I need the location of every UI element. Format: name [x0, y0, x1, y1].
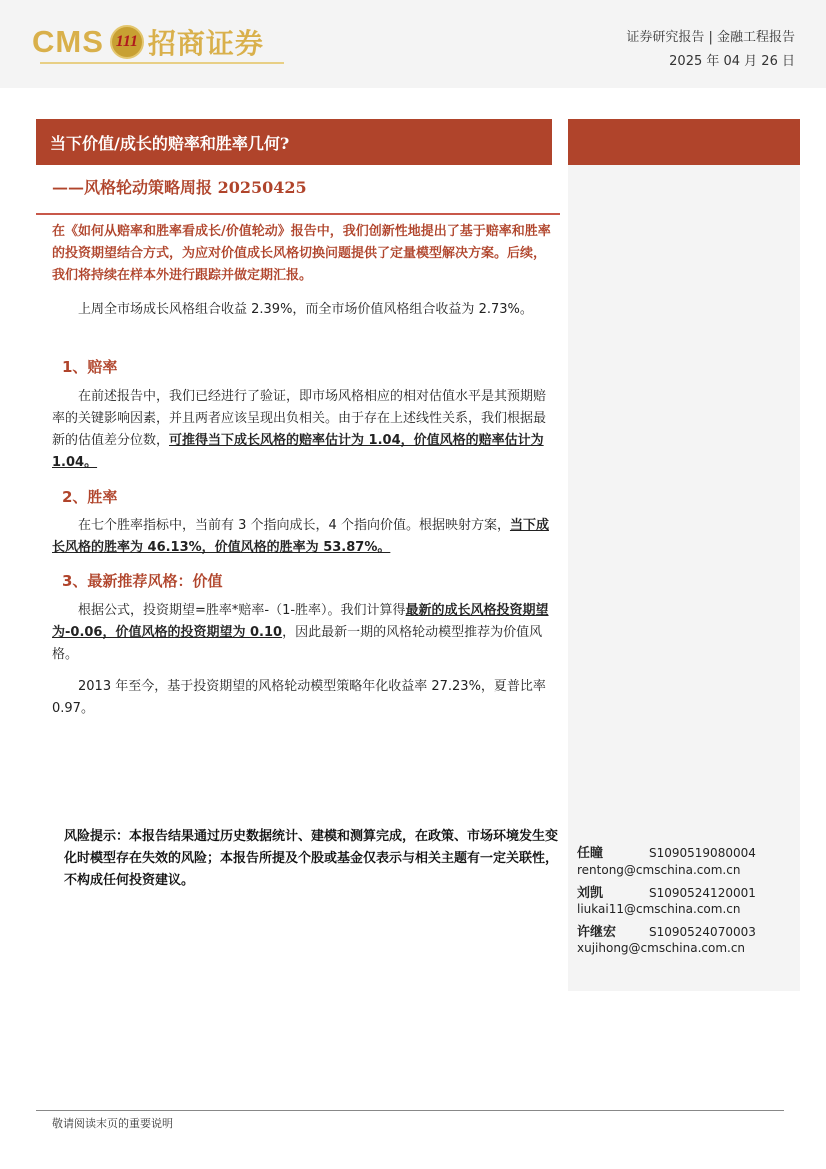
analyst-id: S1090524070003	[649, 925, 756, 939]
recommend-text: 根据公式，投资期望=胜率*赔率-（1-胜率）。我们计算得	[78, 603, 406, 618]
risk-warning: 风险提示：本报告结果通过历史数据统计、建模和测算完成，在政策、市场环境发生变化时模型存在失效的风险；本报告所提及个股或基金仅表示与相关主题有一定关联性，不构成任何投资建议。	[64, 829, 559, 888]
odds-text: 在前述报告中，我们已经进行了验证，即市场风格相应的相对估值水平是其预期赔率的关键影响因素，并且两者应该呈现出负相关。由于存在上述线性关系，我们根据最新的估值差分位数，	[52, 389, 547, 448]
odds-conclusion: 可推得当下成长风格的赔率估计为 1.04，价值风格的赔率估计为 1.04。	[52, 433, 544, 470]
analyst-email[interactable]: rentong@cmschina.com.cn	[577, 863, 741, 877]
section-heading-winrate: 2、胜率	[62, 488, 118, 506]
analyst-id: S1090524120001	[649, 886, 756, 900]
recommend-tail: ，因此最新一期的风格轮动模型推荐为价值风格。	[52, 625, 543, 662]
section-paragraph-odds	[52, 386, 557, 474]
report-subtitle: ——风格轮动策略周报 20250425	[52, 178, 307, 197]
analyst-email[interactable]: xujihong@cmschina.com.cn	[577, 941, 746, 955]
analyst-row	[577, 921, 797, 940]
winrate-conclusion: 当下成长风格的胜率为 46.13%，价值风格的胜率为 53.87%。	[52, 518, 549, 555]
report-type: 证券研究报告 | 金融工程报告	[626, 30, 795, 45]
analyst-id: S1090519080004	[649, 846, 756, 860]
analyst-name: 刘凯	[577, 886, 604, 901]
since-2013-paragraph: 2013 年至今，基于投资期望的风格轮动模型策略年化收益率 27.23%，夏普比率 0.97。	[52, 679, 546, 716]
section-paragraph-winrate	[52, 515, 557, 559]
analyst-name: 任瞳	[577, 846, 604, 861]
report-title: 当下价值/成长的赔率和胜率几何?	[50, 134, 290, 153]
analyst-row	[577, 842, 797, 861]
analyst-email[interactable]: liukai11@cmschina.com.cn	[577, 902, 741, 916]
logo-chinese: 招商证券	[147, 27, 264, 60]
logo-latin: CMS	[32, 24, 104, 59]
section-heading-recommend: 3、最新推荐风格：价值	[62, 572, 223, 590]
analyst-row	[577, 882, 797, 901]
cms-logo	[32, 22, 264, 62]
report-date: 2025 年 04 月 26 日	[669, 54, 795, 69]
footer-disclaimer: 敬请阅读末页的重要说明	[52, 1117, 173, 1130]
intro-paragraph: 上周全市场成长风格组合收益 2.39%，而全市场价值风格组合收益为 2.73%。	[78, 302, 533, 317]
section-paragraph-recommend	[52, 600, 557, 666]
sidebar-header-bar	[568, 119, 800, 165]
logo-underline	[40, 62, 284, 64]
analyst-name: 许继宏	[577, 925, 617, 940]
footer-divider	[36, 1110, 784, 1111]
section-heading-odds: 1、赔率	[62, 358, 118, 376]
recommend-conclusion: 最新的成长风格投资期望为-0.06，价值风格的投资期望为 0.10	[52, 603, 549, 640]
winrate-text: 在七个胜率指标中，当前有 3 个指向成长，4 个指向价值。根据映射方案，	[78, 518, 510, 533]
abstract: 在《如何从赔率和胜率看成长/价值轮动》报告中，我们创新性地提出了基于赔率和胜率的投资期望结合方式，为应对价值成长风格切换问题提供了定量模型解决方案。后续，我们将持续在样本外进行跟踪并做定期汇报。	[52, 224, 551, 283]
subtitle-divider	[36, 213, 560, 215]
logo-mark-icon: 111	[110, 25, 144, 59]
